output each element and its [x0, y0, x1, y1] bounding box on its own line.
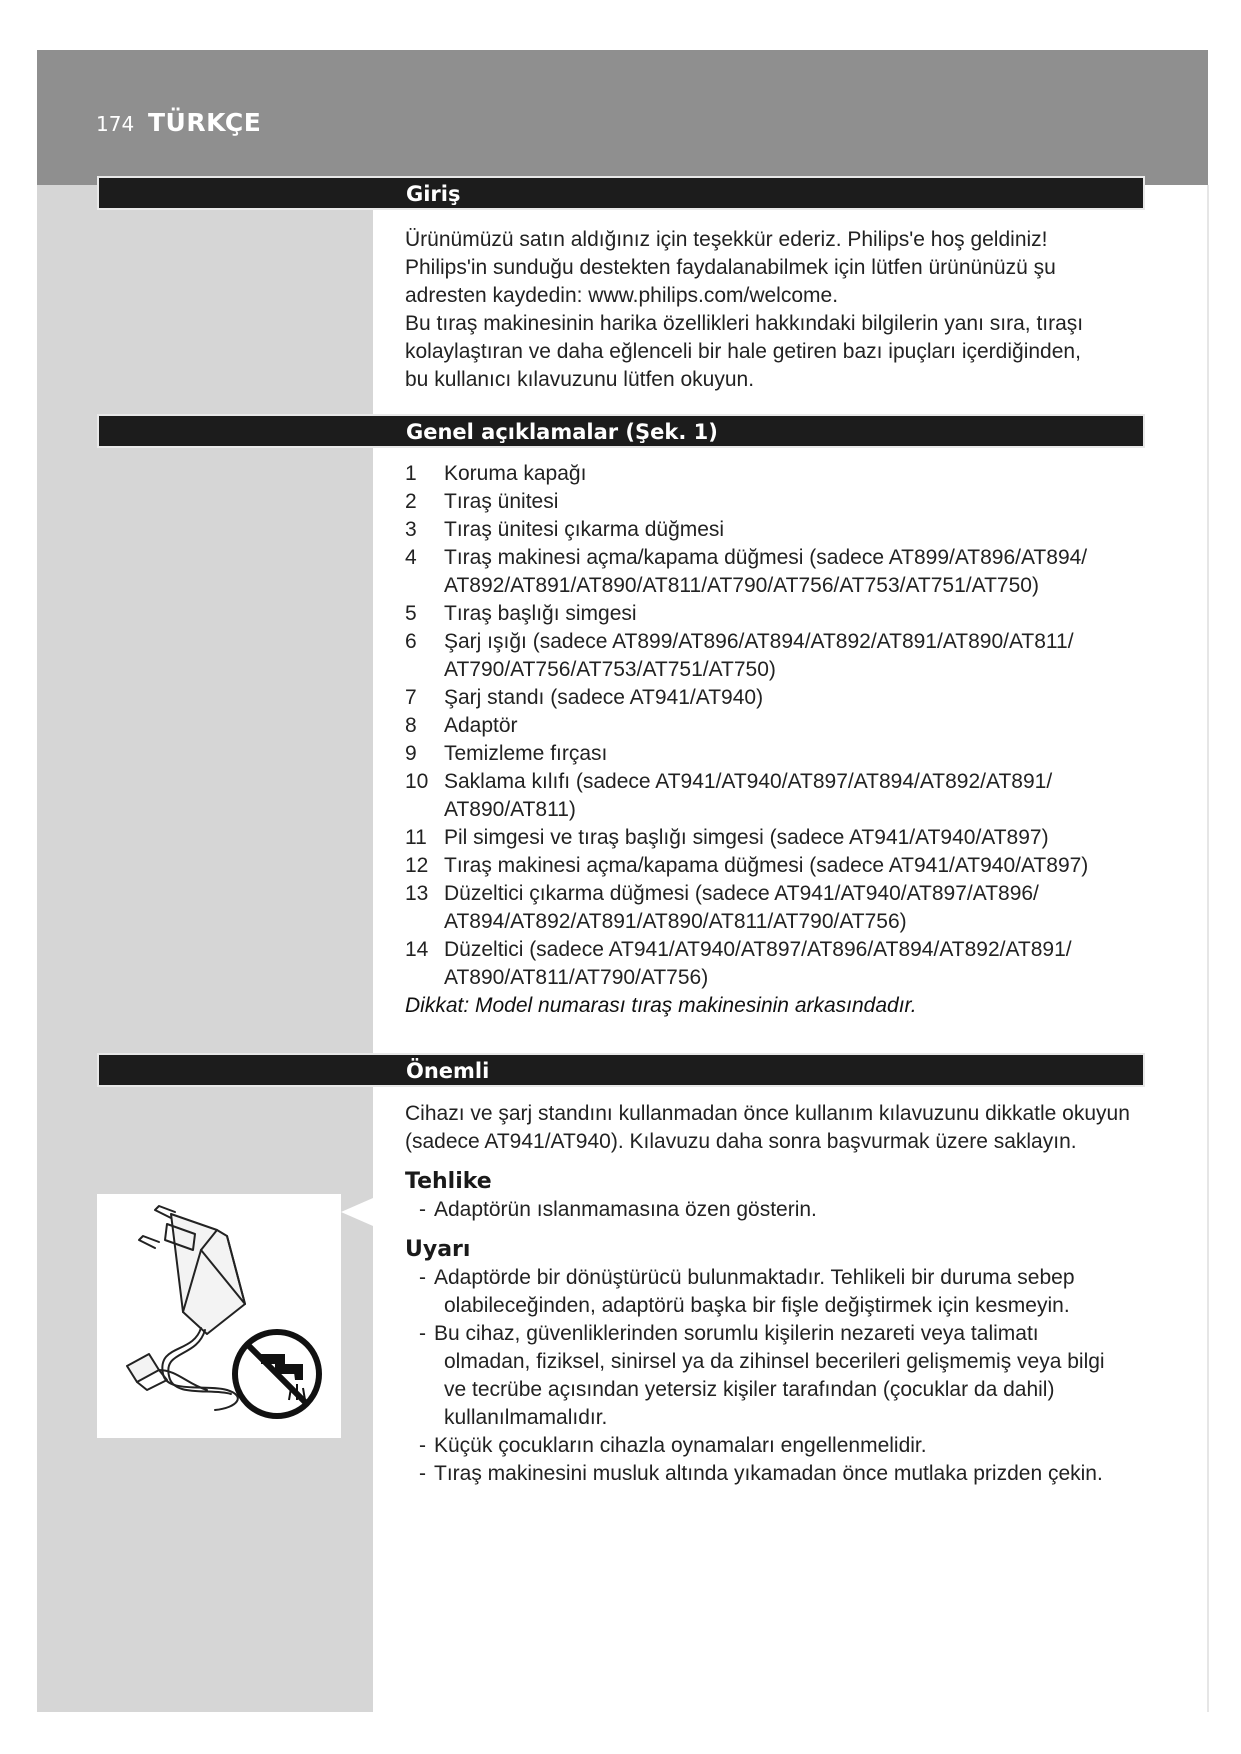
parts-list-item [405, 880, 1145, 936]
bullet-text-line: ve tecrübe açısından yetersiz kişiler tarafından (çocuklar da dahil) [444, 1378, 1055, 1401]
item-text-line: Şarj standı (sadece AT941/AT940) [444, 686, 764, 709]
item-text-line: Düzeltici çıkarma düğmesi (sadece AT941/AT940/AT897/AT896/ [444, 882, 1039, 905]
bullet-item [419, 1320, 1145, 1432]
bullet-text-line: Adaptörün ıslanmamasına özen gösterin. [434, 1198, 817, 1221]
parts-list-container [405, 460, 1145, 1020]
bullet-text-line: kullanılmamalıdır. [444, 1406, 608, 1429]
bullet-item [419, 1460, 1145, 1488]
danger-list [405, 1196, 1145, 1224]
item-number: 1 [405, 462, 417, 485]
parts-list-item [405, 824, 1145, 852]
section-heading-overview [97, 414, 1145, 448]
important-intro-line: (sadece AT941/AT940). Kılavuzu daha sonra başvurmak üzere saklayın. [405, 1130, 1077, 1153]
parts-list-item [405, 600, 1145, 628]
intro-text [405, 226, 1145, 394]
warning-heading: Uyarı [405, 1237, 471, 1262]
item-text-line: Tıraş makinesi açma/kapama düğmesi (sadece AT941/AT940/AT897) [444, 854, 1089, 877]
bullet-item [419, 1264, 1145, 1320]
item-number: 6 [405, 630, 417, 653]
parts-list-item [405, 684, 1145, 712]
item-number: 7 [405, 686, 417, 709]
item-number: 4 [405, 546, 417, 569]
item-text-line: Düzeltici (sadece AT941/AT940/AT897/AT896/AT894/AT892/AT891/ [444, 938, 1072, 961]
item-text-line: Tıraş ünitesi çıkarma düğmesi [444, 518, 725, 541]
bullet-text-line: olmadan, fiziksel, sinirsel ya da zihinsel becerileri gelişmemiş veya bilgi [444, 1350, 1105, 1373]
language-title: TÜRKÇE [148, 108, 262, 137]
item-text-line: Tıraş başlığı simgesi [444, 602, 637, 625]
section-title: Genel açıklamalar (Şek. 1) [406, 420, 718, 444]
item-number: 11 [405, 826, 427, 849]
dash-bullet-icon: - [419, 1434, 426, 1457]
dash-bullet-icon: - [419, 1322, 426, 1345]
section-heading-intro [97, 176, 1145, 210]
bullet-text-line: Bu cihaz, güvenliklerinden sorumlu kişilerin nezareti veya talimatı [434, 1322, 1039, 1345]
parts-list-item [405, 740, 1145, 768]
parts-list-item [405, 488, 1145, 516]
parts-list-item [405, 712, 1145, 740]
dash-bullet-icon: - [419, 1462, 426, 1485]
illustration-pointer [341, 1198, 373, 1226]
dash-bullet-icon: - [419, 1198, 426, 1221]
parts-list-item [405, 544, 1145, 600]
danger-heading: Tehlike [405, 1169, 492, 1194]
bullet-item [419, 1432, 1145, 1460]
bullet-text-line: Adaptörde bir dönüştürücü bulunmaktadır. Tehlikeli bir duruma sebep [434, 1266, 1075, 1289]
adapter-no-water-icon [97, 1194, 341, 1438]
item-text-line: Adaptör [444, 714, 518, 737]
item-text-line: AT894/AT892/AT891/AT890/AT811/AT790/AT756) [444, 910, 907, 933]
parts-list [405, 460, 1145, 992]
parts-list-item [405, 628, 1145, 684]
intro-line: Ürünümüzü satın aldığınız için teşekkür ederiz. Philips'e hoş geldiniz! [405, 228, 1048, 251]
item-text-line: Pil simgesi ve tıraş başlığı simgesi (sadece AT941/AT940/AT897) [444, 826, 1049, 849]
item-number: 13 [405, 882, 429, 905]
item-number: 9 [405, 742, 417, 765]
important-intro-line: Cihazı ve şarj standını kullanmadan önce kullanım kılavuzunu dikkatle okuyun [405, 1102, 1130, 1125]
section-title: Giriş [406, 182, 461, 206]
section-heading-important [97, 1053, 1145, 1087]
item-text-line: Saklama kılıfı (sadece AT941/AT940/AT897/AT894/AT892/AT891/ [444, 770, 1053, 793]
item-text-line: AT790/AT756/AT753/AT751/AT750) [444, 658, 776, 681]
important-text [405, 1100, 1145, 1488]
item-number: 2 [405, 490, 417, 513]
bullet-text-line: Tıraş makinesini musluk altında yıkamadan önce mutlaka prizden çekin. [434, 1462, 1103, 1485]
item-number: 12 [405, 854, 429, 877]
item-text-line: Tıraş ünitesi [444, 490, 559, 513]
item-number: 3 [405, 518, 417, 541]
section-title: Önemli [406, 1059, 490, 1083]
parts-list-item [405, 852, 1145, 880]
bullet-text-line: Küçük çocukların cihazla oynamaları engellenmelidir. [434, 1434, 927, 1457]
intro-line: Philips'in sunduğu destekten faydalanabilmek için lütfen ürününüzü şu [405, 256, 1056, 279]
item-text-line: AT890/AT811/AT790/AT756) [444, 966, 709, 989]
item-text-line: AT890/AT811) [444, 798, 576, 821]
item-number: 8 [405, 714, 417, 737]
intro-line: Bu tıraş makinesinin harika özellikleri hakkındaki bilgilerin yanı sıra, tıraşı [405, 312, 1084, 335]
item-text-line: Tıraş makinesi açma/kapama düğmesi (sadece AT899/AT896/AT894/ [444, 546, 1088, 569]
parts-list-item [405, 460, 1145, 488]
model-number-note: Dikkat: Model numarası tıraş makinesinin arkasındadır. [405, 994, 917, 1017]
adapter-illustration [97, 1194, 341, 1438]
right-margin-rule [1207, 185, 1209, 1712]
intro-line: bu kullanıcı kılavuzunu lütfen okuyun. [405, 368, 755, 391]
parts-list-item [405, 936, 1145, 992]
item-text-line: Koruma kapağı [444, 462, 587, 485]
item-number: 14 [405, 938, 429, 961]
parts-list-item [405, 516, 1145, 544]
item-number: 5 [405, 602, 417, 625]
item-number: 10 [405, 770, 429, 793]
page-number: 174 [96, 112, 135, 136]
item-text-line: Temizleme fırçası [444, 742, 608, 765]
intro-line: kolaylaştıran ve daha eğlenceli bir hale getiren bazı ipuçları içerdiğinden, [405, 340, 1081, 363]
dash-bullet-icon: - [419, 1266, 426, 1289]
parts-list-item [405, 768, 1145, 824]
bullet-text-line: olabileceğinden, adaptörü başka bir fişle değiştirmek için kesmeyin. [444, 1294, 1070, 1317]
item-text-line: Şarj ışığı (sadece AT899/AT896/AT894/AT892/AT891/AT890/AT811/ [444, 630, 1074, 653]
item-text-line: AT892/AT891/AT890/AT811/AT790/AT756/AT753/AT751/AT750) [444, 574, 1039, 597]
bullet-item [419, 1196, 1145, 1224]
warning-list [405, 1264, 1145, 1488]
intro-line: adresten kaydedin: www.philips.com/welcome. [405, 284, 839, 307]
